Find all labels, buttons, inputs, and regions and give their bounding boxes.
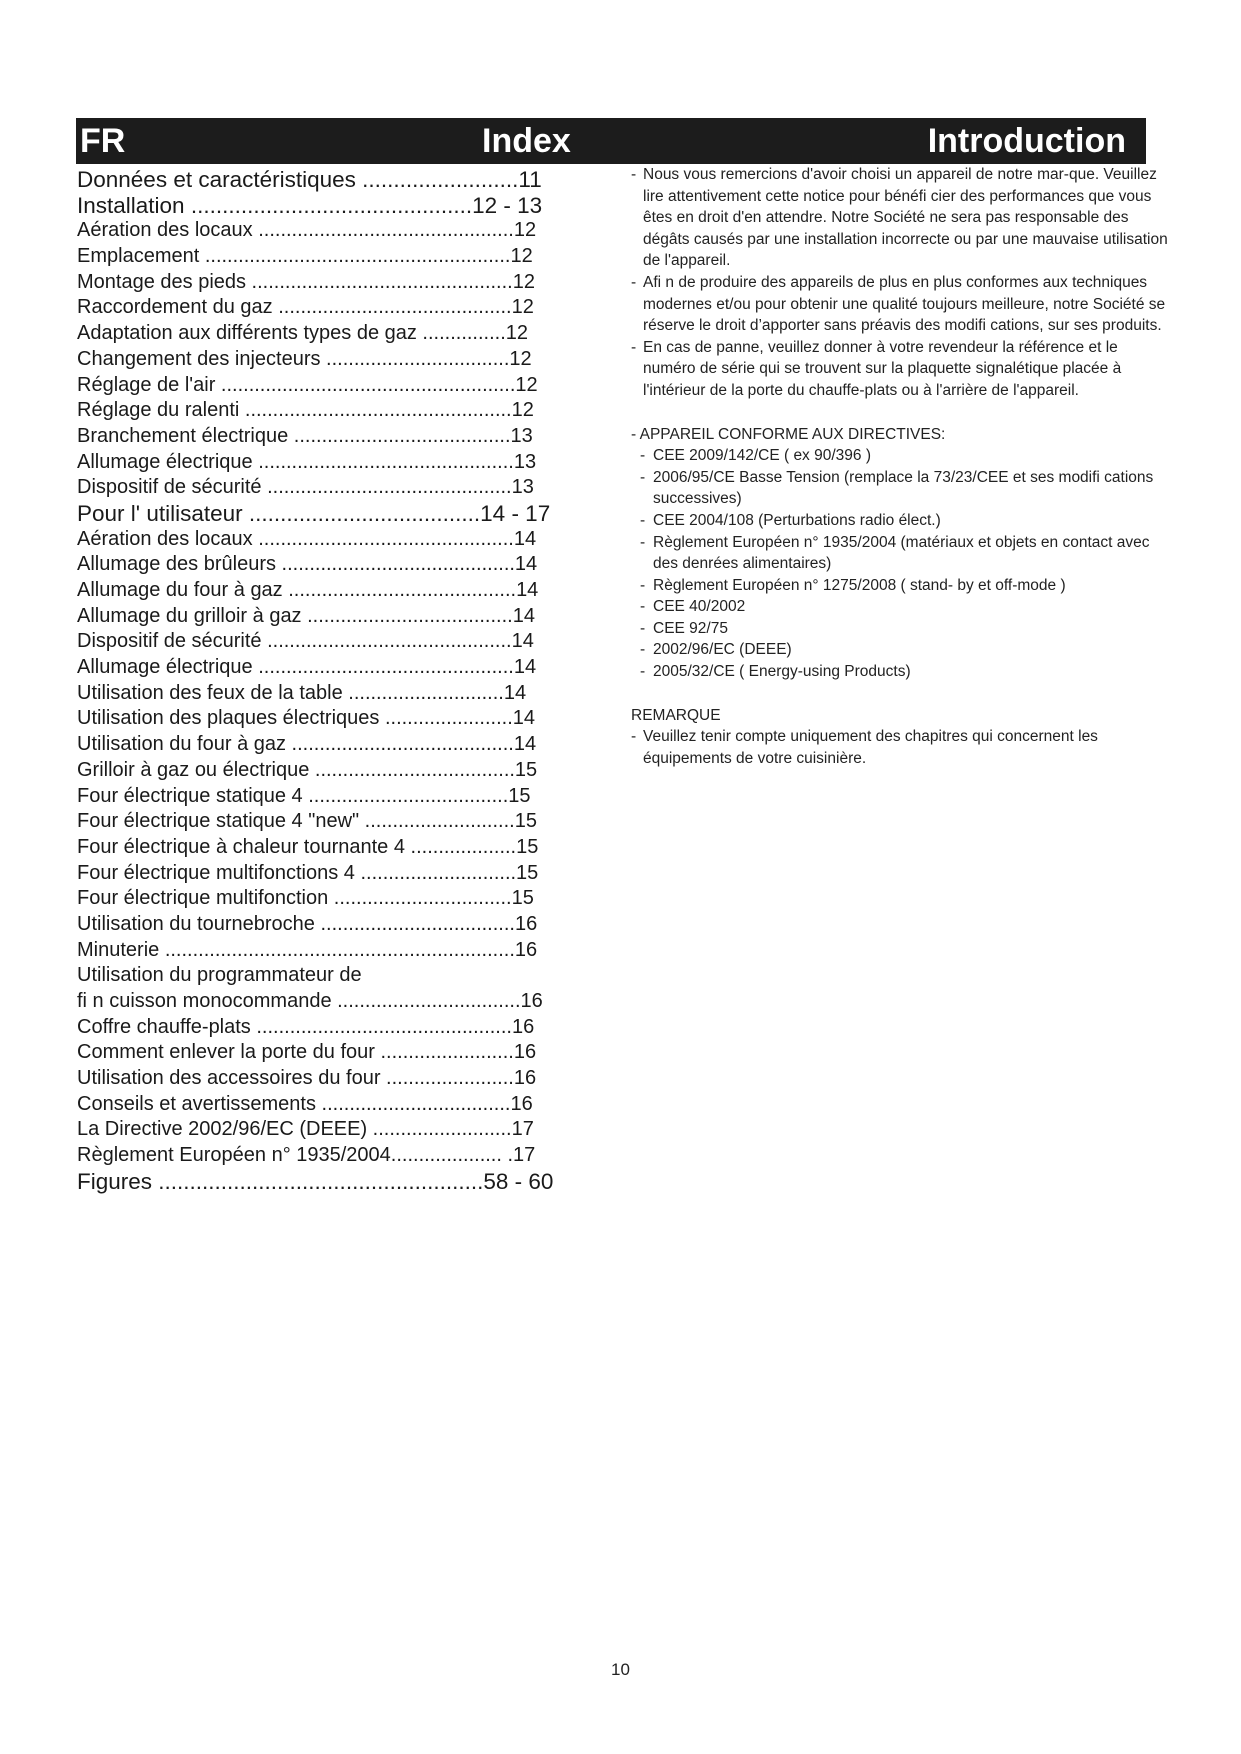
toc-entry: Allumage électrique ..............................................14 (77, 656, 537, 679)
toc-entry: Figures ....................................................58 - 60 (77, 1168, 554, 1194)
toc-entry: Montage des pieds ...............................................12 (77, 270, 535, 293)
toc-entry: Comment enlever la porte du four ........................16 (77, 1041, 537, 1064)
toc-entry: Dispositif de sécurité ............................................13 (77, 476, 534, 499)
toc-entry: Four électrique statique 4 ....................................15 (77, 784, 531, 807)
toc-entry: Four électrique multifonction ................................15 (77, 887, 534, 910)
intro-paragraph: - En cas de panne, veuillez donner à votre revendeur la référence et le numéro de série qui se trouvent sur la plaquette signalétique placée à l'intérieur de la porte du chauffe-plats ou à l'arrière de l'appareil. (631, 338, 1122, 399)
directives-list (625, 445, 1170, 683)
toc-entry: Four électrique à chaleur tournante 4 ...................15 (77, 835, 539, 858)
toc-entry: Réglage de l'air .....................................................12 (77, 373, 538, 396)
remark-title: REMARQUE (631, 706, 721, 724)
toc-entry: Raccordement du gaz ..........................................12 (77, 296, 534, 319)
toc-entry: Conseils et avertissements ..................................16 (77, 1092, 533, 1115)
directive-item: - Règlement Européen n° 1275/2008 ( stand- by et off-mode ) (640, 576, 1066, 594)
toc-entry: Branchement électrique .......................................13 (77, 424, 533, 447)
toc-entry: Pour l' utilisateur .....................................14 - 17 (77, 500, 551, 526)
toc-entry: Utilisation des accessoires du four .......................16 (77, 1067, 537, 1090)
toc-entry: fi n cuisson monocommande .................................16 (77, 990, 543, 1012)
toc-entry: Allumage du four à gaz .........................................14 (77, 579, 539, 601)
toc-entry: Allumage des brûleurs ..........................................14 (77, 553, 538, 576)
directive-item: - CEE 2009/142/CE ( ex 90/396 ) (640, 447, 871, 465)
toc-entry: Aération des locaux ..............................................14 (77, 527, 537, 550)
toc-entry: Aération des locaux ..............................................12 (77, 219, 537, 242)
introduction-title: Introduction (927, 122, 1126, 160)
directive-item: - CEE 2004/108 (Perturbations radio élect.) (640, 511, 941, 529)
directive-item: - 2002/96/EC (DEEE) (640, 641, 792, 659)
toc-entry: Allumage électrique ..............................................13 (77, 450, 537, 473)
directives-title: - APPAREIL CONFORME AUX DIRECTIVES: (631, 425, 946, 443)
toc-entry: Utilisation des plaques électriques .......................14 (77, 707, 535, 730)
toc-entry: Réglage du ralenti ................................................12 (77, 399, 534, 422)
toc-entry: Minuterie ...............................................................16 (77, 938, 538, 961)
directive-item: - CEE 92/75 (640, 619, 728, 637)
toc-entry: Dispositif de sécurité ............................................14 (77, 630, 534, 653)
toc-entry: Installation .............................................12 - 13 (77, 192, 543, 218)
toc-entry: Utilisation du four à gaz ........................................14 (77, 733, 537, 756)
introduction-section (625, 164, 1170, 769)
index-title: Index (482, 122, 571, 160)
page-number: 10 (611, 1660, 630, 1679)
directive-item: - 2006/95/CE Basse Tension (remplace la 73/23/CEE et ses modifi cations successives) (640, 468, 1154, 508)
toc-entry: La Directive 2002/96/EC (DEEE) .........................17 (77, 1118, 534, 1141)
toc-entry: Changement des injecteurs .................................12 (77, 347, 532, 370)
intro-paragraph: - Nous vous remercions d'avoir choisi un appareil de notre mar-que. Veuillez lire attentivement cette notice pour bénéfi cier des performances que vous êtes en droit d'en attendre. Notre Société ne sera pas responsable des dégâts causés par une installation incorrecte ou par une mauvaise utilisation de l'appareil. (631, 166, 1168, 270)
toc-entry: Four électrique multifonctions 4 ............................15 (77, 861, 539, 884)
toc-entry: Adaptation aux différents types de gaz ...............12 (77, 322, 529, 345)
toc-entry: Coffre chauffe-plats ..............................................16 (77, 1015, 535, 1038)
toc-entry: Utilisation du programmateur de (77, 964, 362, 987)
toc-entry: Allumage du grilloir à gaz .....................................14 (77, 604, 535, 627)
remark-text: - Veuillez tenir compte uniquement des chapitres qui concernent les équipements de votre cuisinière. (631, 728, 1098, 767)
toc-entry: Données et caractéristiques .........................11 (77, 167, 542, 192)
intro-paragraph: - Afi n de produire des appareils de plus en plus conformes aux techniques modernes et/ou pour obtenir une qualité toujours meilleure, notre Société se réserve le droit d’apporter sans préavis des modifi cations, sur ses produits. (631, 273, 1166, 335)
table-of-contents (77, 167, 587, 1195)
header-bar (76, 118, 1146, 164)
toc-entry: Règlement Européen n° 1935/2004.................... .17 (77, 1144, 536, 1167)
toc-entry: Emplacement .......................................................12 (77, 245, 533, 268)
language-label: FR (80, 122, 126, 160)
toc-entry: Grilloir à gaz ou électrique ....................................15 (77, 758, 538, 781)
directive-item: - 2005/32/CE ( Energy-using Products) (640, 663, 911, 681)
toc-entry: Four électrique statique 4 "new" ...........................15 (77, 810, 537, 833)
directive-item: - Règlement Européen n° 1935/2004 (matériaux et objets en contact avec des denrées alimentaires) (640, 533, 1150, 573)
toc-entry: Utilisation des feux de la table ............................14 (77, 681, 527, 704)
directive-item: - CEE 40/2002 (640, 598, 746, 616)
toc-entry: Utilisation du tournebroche ...................................16 (77, 912, 538, 935)
